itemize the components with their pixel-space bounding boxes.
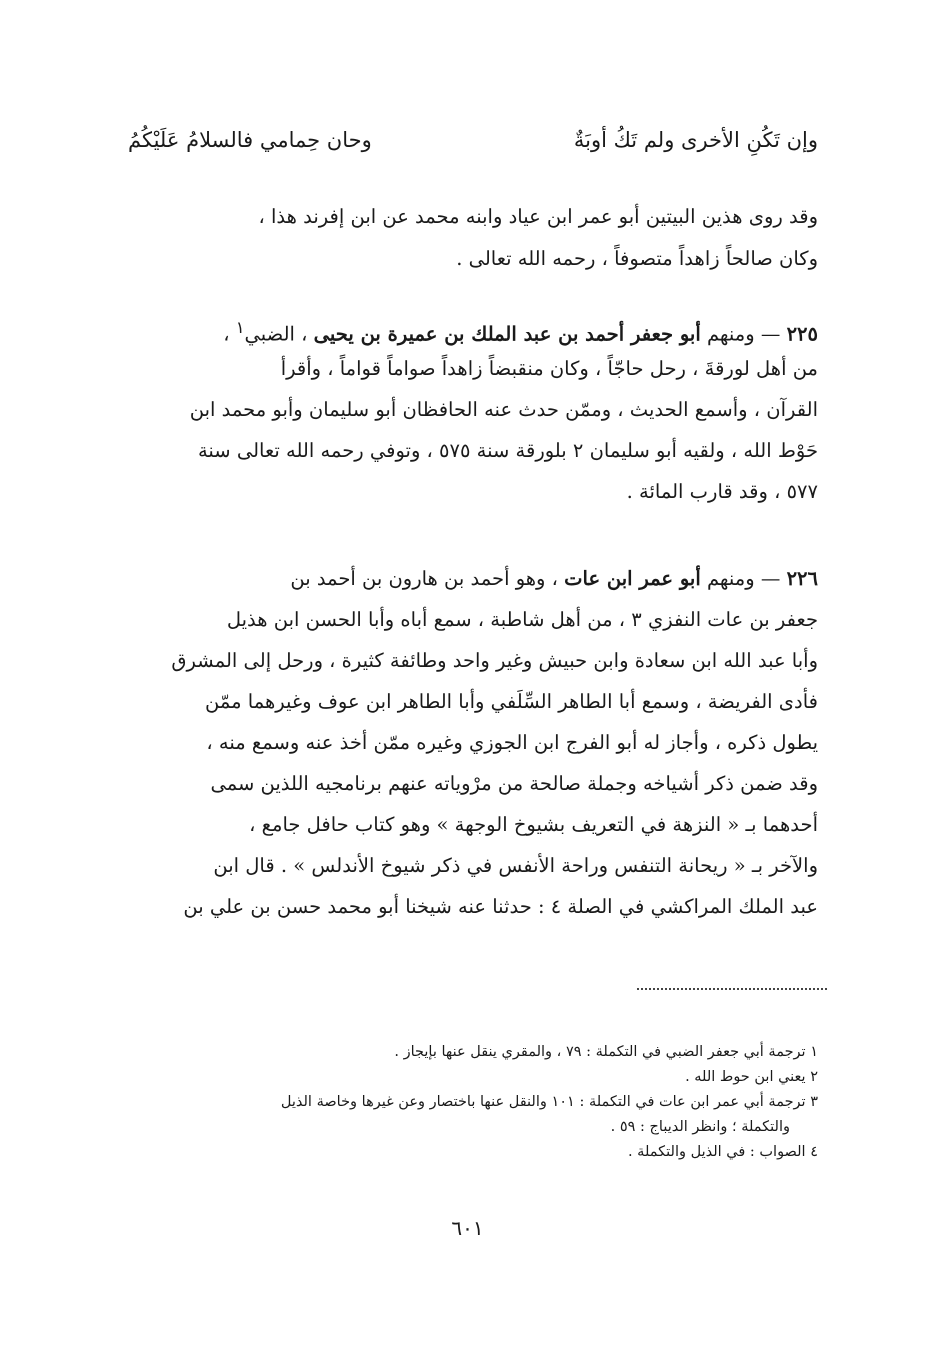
entry-heading-line	[128, 558, 818, 599]
paragraph-line: وكان صالحاً زاهداً متصوفاً ، رحمه الله تعالى .	[456, 247, 818, 270]
footnote-ref: ١	[235, 318, 245, 337]
footnote: ١ ترجمة أبي جعفر الضبي في التكملة : ٧٩ ، والمقري ينقل عنها بإيجاز .	[394, 1044, 818, 1060]
verse-hemistich-first: وإن تَكُنِ الأخرى ولم تَكُ أوبَةٌ	[573, 128, 818, 152]
entry-number: ٢٢٦	[786, 567, 818, 590]
page-number: ٦٠١	[451, 1216, 484, 1240]
entry-end-mark: ،	[223, 322, 230, 346]
footnote-divider	[637, 988, 827, 990]
entry-intro-word: ومنهم	[706, 567, 755, 590]
footnote: ٢ يعني ابن حوط الله .	[685, 1069, 818, 1085]
paragraph-line: أحدهما بـ « النزهة في التعريف بشيوخ الوجهة » وهو كتاب حافل جامع ،	[249, 813, 818, 836]
poem-verse	[128, 128, 818, 168]
entry-person-name: أبو جعفر أحمد بن عبد الملك بن عميرة بن يحيى	[313, 322, 701, 346]
paragraph-line: فأدى الفريضة ، وسمع أبا الطاهر السِّلَفي وأبا الطاهر ابن عوف وغيرهما ممّن	[205, 690, 818, 713]
paragraph-line: وقد ضمن ذكر أشياخه وجملة صالحة من مرْوياته عنهم برنامجيه اللذين سمى	[210, 772, 818, 795]
paragraph-line: حَوْط الله ، ولقيه أبو سليمان ٢ بلورقة سنة ٥٧٥ ، وتوفي رحمه الله تعالى سنة	[197, 439, 818, 462]
paragraph-line: يطول ذكره ، وأجاز له أبو الفرج ابن الجوزي وغيره ممّن أخذ عنه وسمع منه ،	[206, 731, 818, 754]
entry-heading-line	[128, 307, 818, 348]
footnote-continuation: والتكملة ؛ وانظر الديباج : ٥٩ .	[610, 1119, 790, 1135]
entry-dash: —	[760, 567, 781, 590]
entry-number: ٢٢٥	[786, 322, 818, 346]
paragraph-line: جعفر بن عات النفزي ٣ ، من أهل شاطبة ، سمع أباه وأبا الحسن ابن هذيل	[226, 608, 818, 631]
entry-225	[128, 307, 818, 512]
paragraph-line: من أهل لورقةَ ، رحل حاجّاً ، وكان منقبضاً زاهداً صواماً قواماً ، وأقرأ	[280, 357, 818, 380]
entry-dash: —	[760, 322, 781, 346]
footnotes	[128, 1040, 818, 1165]
entry-person-name: أبو عمر ابن عات	[564, 567, 701, 590]
paragraph-line: وقد روى هذين البيتين أبو عمر ابن عياد وابنه محمد عن ابن إفرند هذا ،	[258, 205, 818, 228]
footnote: ٤ الصواب : في الذيل والتكملة .	[627, 1144, 818, 1160]
entry-name-continuation: ، وهو أحمد بن هارون بن أحمد بن	[290, 567, 558, 590]
paragraph-line: ٥٧٧ ، وقد قارب المائة .	[626, 480, 818, 503]
verse-hemistich-second: وحان حِمامي فالسلامُ عَلَيْكُمُ	[128, 128, 372, 152]
footnote: ٣ ترجمة أبي عمر ابن عات في التكملة : ١٠١ والنقل عنها باختصار وعن غيرها وخاصة الذيل	[280, 1094, 818, 1110]
entry-name-continuation: ، الضبي	[244, 322, 308, 346]
paragraph-line: القرآن ، وأسمع الحديث ، وممّن حدث عنه الحافظان أبو سليمان وأبو محمد ابن	[189, 398, 818, 421]
paragraph-line: والآخر بـ « ريحانة التنفس وراحة الأنفس في ذكر شيوخ الأندلس » . قال ابن	[213, 854, 818, 877]
paragraph-line: وأبا عبد الله ابن سعادة وابن حبيش وغير واحد وطائفة كثيرة ، ورحل إلى المشرق	[171, 649, 818, 672]
intro-paragraph	[128, 196, 818, 280]
entry-226	[128, 558, 818, 927]
paragraph-line: عبد الملك المراكشي في الصلة ٤ : حدثنا عنه شيخنا أبو محمد حسن بن علي بن	[183, 895, 818, 918]
entry-intro-word: ومنهم	[706, 322, 755, 346]
